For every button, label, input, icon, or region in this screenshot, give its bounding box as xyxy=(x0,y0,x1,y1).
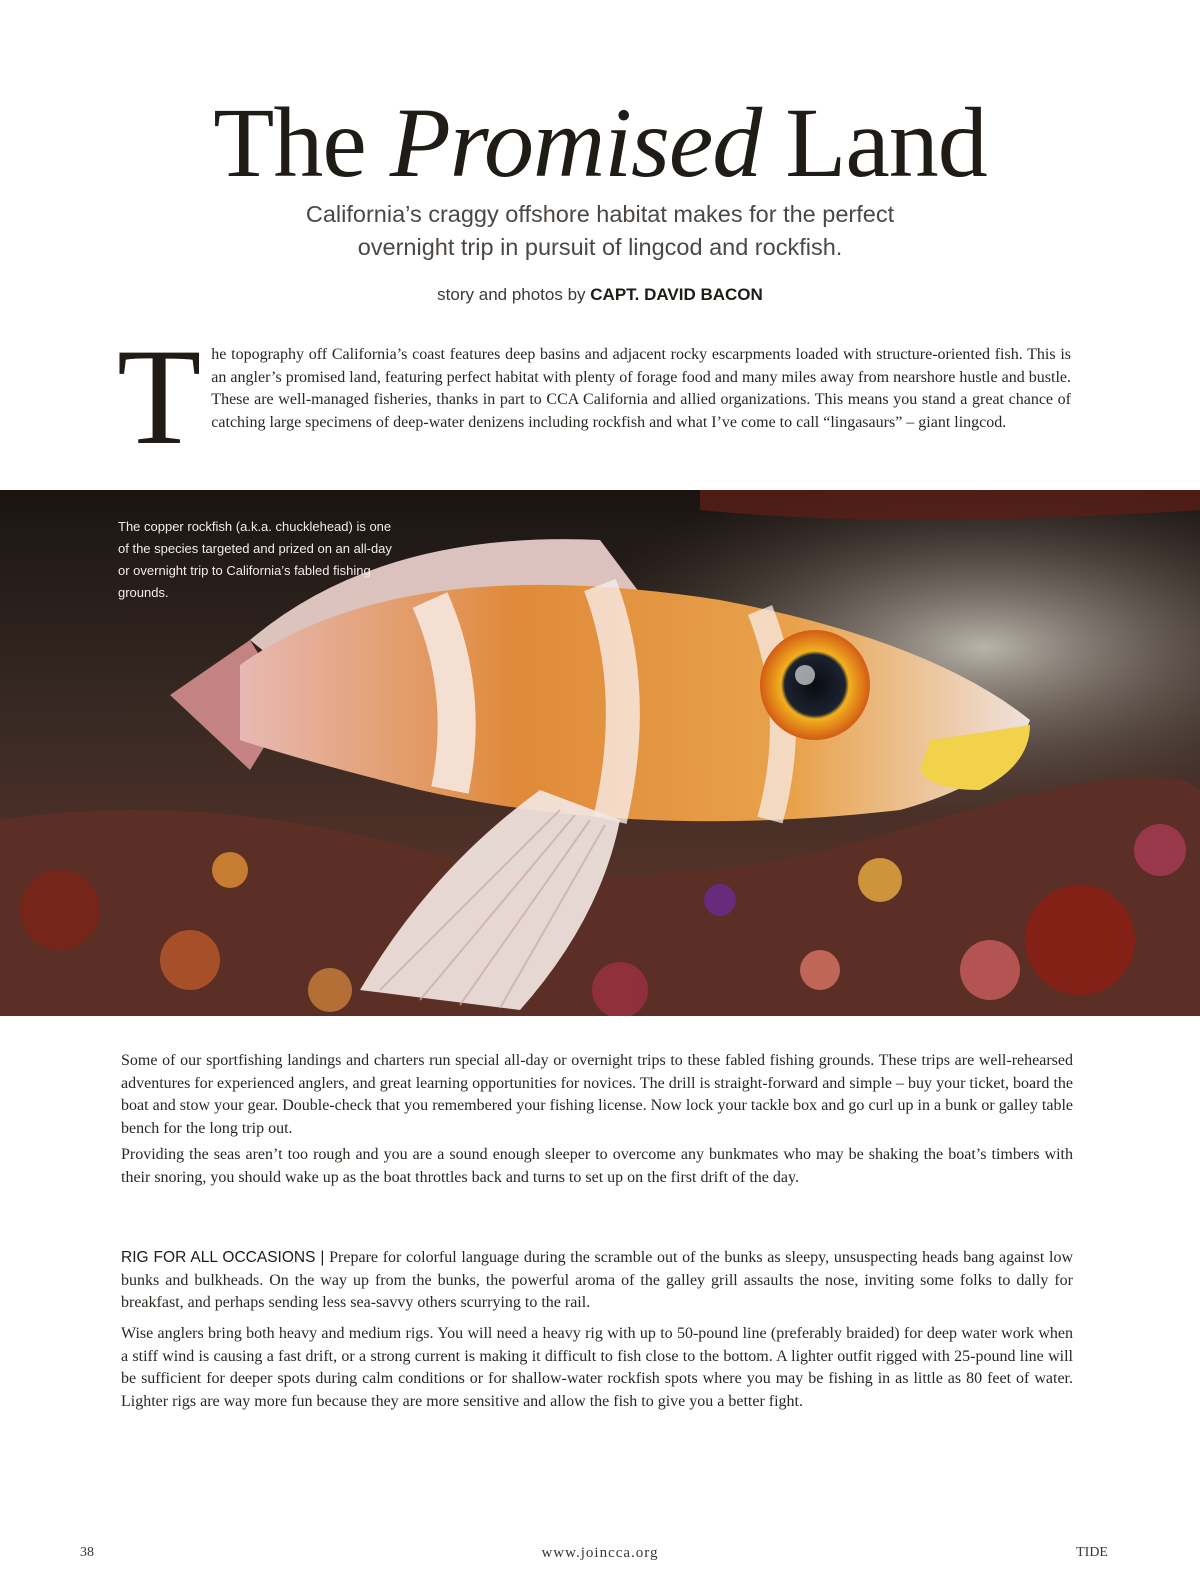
article-title xyxy=(0,88,1200,198)
section-heading-rig: RIG FOR ALL OCCASIONS | xyxy=(121,1249,325,1266)
page-footer xyxy=(0,1545,1200,1567)
article-subtitle xyxy=(200,198,1000,264)
rockfish-photo xyxy=(0,490,1200,1016)
byline-prefix: story and photos by xyxy=(437,285,586,304)
drop-cap: T xyxy=(117,320,202,473)
body-paragraph-3 xyxy=(121,1247,1073,1315)
intro-text: he topography off California’s coast features deep basins and adjacent rocky escarpments loaded with structure-oriented fish. This is an angler’s promised land, featuring perfect habitat with plenty of forage food and many miles away from nearshore hustle and bustle. These are well-managed fisheries, thanks in part to CCA California and allied organizations. This means you stand a great chance of catching large specimens of deep-water denizens including rockfish and what I’ve come to call “lingasaurs” – giant lingcod. xyxy=(211,346,1071,431)
intro-paragraph xyxy=(117,320,1071,473)
magazine-name: TIDE xyxy=(1076,1545,1108,1560)
title-word-the: The xyxy=(213,87,366,198)
body-paragraph-1: Some of our sportfishing landings and charters run special all-day or overnight trips to these fabled fishing grounds. These trips are well-rehearsed adventures for experienced anglers, and great learning opportunities for novices. The drill is straight-forward and simple – buy your ticket, board the boat and stow your gear. Double-check that you remembered your fishing license. Now lock your tackle box and go curl up in a bunk or galley table bench for the long trip out. xyxy=(121,1052,1073,1137)
subtitle-line-2: overnight trip in pursuit of lingcod and rockfish. xyxy=(357,234,843,260)
body-paragraph-4: Wise anglers bring both heavy and medium rigs. You will need a heavy rig with up to 50-pound line (preferably braided) for deep water work when a stiff wind is causing a fast drift, or a strong current is making it difficult to fish close to the bottom. A lighter outfit rigged with 25-pound line will be sufficient for deeper spots during calm conditions or for shallow-water rockfish spots where you may be fishing in as little as 80 feet of water. Lighter rigs are way more fun because they are more sensitive and allow the fish to give you a better fight. xyxy=(121,1325,1073,1410)
byline xyxy=(0,285,1200,305)
title-word-land: Land xyxy=(785,87,987,198)
subtitle-line-1: California’s craggy offshore habitat makes for the perfect xyxy=(305,201,895,227)
footer-url: www.joincca.org xyxy=(541,1545,659,1561)
photo-caption: The copper rockfish (a.k.a. chucklehead) is one of the species targeted and prized on an all-day or overnight trip to California’s fabled fishing grounds. xyxy=(118,519,392,600)
byline-author: CAPT. DAVID BACON xyxy=(590,285,763,304)
body-paragraph-2: Providing the seas aren’t too rough and you are a sound enough sleeper to overcome any bunkmates who may be shaking the boat’s timbers with their snoring, you should wake up as the boat throttles back and turns to set up on the first drift of the day. xyxy=(121,1146,1073,1186)
title-word-promised: Promised xyxy=(389,87,762,198)
page-number: 38 xyxy=(80,1545,94,1560)
body-paragraph-3-text: Prepare for colorful language during the scramble out of the bunks as sleepy, unsuspecting heads bang against low bunks and bulkheads. On the way up from the bunks, the powerful aroma of the galley grill assaults the nose, inviting some folks to dally for breakfast, and perhaps sending less sea-savvy others scurrying to the rail. xyxy=(121,1249,1074,1311)
